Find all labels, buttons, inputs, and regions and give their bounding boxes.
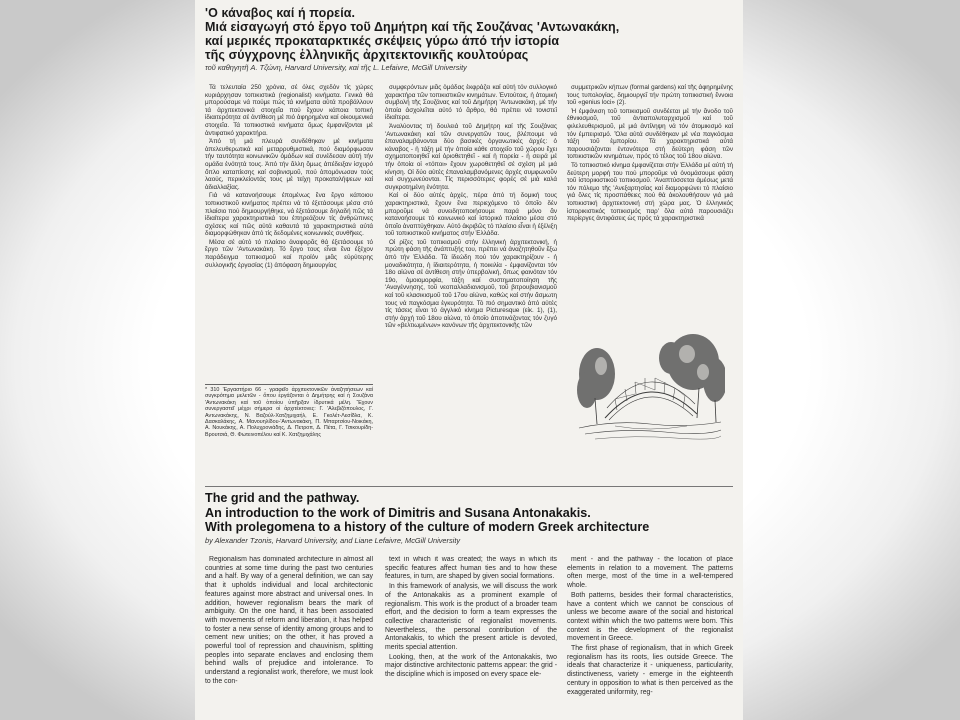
english-column-3 <box>567 556 733 720</box>
greek-col2-paragraph: συμφερόντων μιᾶς ὁμάδας ἐκφράζει καί αὐτή τόν συλλογικό χαρακτήρα τῶν τοπικιστικῶν κινημάτων. Ἐντούτοις, ἡ ἀτομική συμβολή τῆς Σουζάνας καί τοῦ Δημήτρη 'Αντωνακάκη, μέ τήν ὁποία ἀσχολεῖται αὐτό τό ἄρθρο, θά πρέπει νά τονιστεῖ ἰδιαίτερα. <box>385 84 557 122</box>
greek-title-line-1: 'Ο κάναβος καί ή πορεία. <box>205 6 356 20</box>
english-column-1 <box>205 556 373 720</box>
english-col1-paragraph: Regionalism has dominated architecture in almost all countries at some time during the past two centuries and a half. By way of a general definition, we can say that it upholds individual and local architectonic features against more abstract and universal ones. In addition, however regionalism bears the mark of ambiguity. On the one hand, it has been associated with movements of reform and liberation, it has helped to foster a new sense of identity among groups and to cement new unities; on the other, it has proved a powerful tool of repression and chauvinism, splitting peoples into separate enclaves and enclosing them behind walls of prejudice and intolerance. To understand a regionalist work, therefore, we must look to the con- <box>205 556 373 685</box>
greek-col1-paragraph: Γιά νά κατανοήσουμε ἐπομένως ἕνα ἔργο κάποιου τοπικιστικοῦ κινήματος πρέπει νά τό ἐξετάσουμε μέσα στό πλαίσιο πού δημιουργήθηκε, νά ἐξετάσουμε δηλαδή πῶς τά ἰδιαίτερα χαρακτηριστικά του ἐπηρεάζουν τίς ἀνθρώπινες σχέσεις καί πῶς αὐτά καθαυτά τά χαρακτηριστικά αὐτά διαμορφώθηκαν ἀπό τίς δεδομένες κοινωνικές συνθῆκες. <box>205 192 373 238</box>
greek-title-line-4: τῆς σύγχρονης ἑλληνικῆς ἀρχιτεκτονικῆς κουλτούρας <box>205 48 529 62</box>
greek-column-1 <box>205 84 373 380</box>
greek-byline: τοῦ καθηγητῆ A. Τζώνη, Harvard University, καί τῆς L. Lefaivre, McGill University <box>205 63 467 72</box>
greek-col3-paragraph: Ἡ ἐμφάνιση τοῦ τοπικισμοῦ συνδέεται μέ τήν ἄνοδο τοῦ ἐθνικισμοῦ, τοῦ ἀντιαπολυταρχισμοῦ καί τοῦ φιλελευθερισμοῦ, μέ μιά ἀντίληψη νά τόν ἀτομικισμό καί τόν ἐμπειρισμό. Ὅλα αὐτά συνδέθηκαν μέ νέα παγκόσμια τάξη τοῦ ἐμπορίου. Τά χαρακτηριστικά αὐτά παρουσιάζονται ἐντονότερα στή δεύτερη φάση τῶν τοπικιστικῶν κινημάτων, πρός τό τέλος τοῦ 18ου αἰώνα. <box>567 107 733 161</box>
english-col2-paragraph: Looking, then, at the work of the Antonakakis, two major distinctive architectonic patterns appear: the grid - the discipline which is imposed on every space ele- <box>385 653 557 679</box>
english-title-line-2: An introduction to the work of Dimitris and Susana Antonakakis. <box>205 505 591 520</box>
greek-article-header <box>205 6 725 72</box>
greek-title-line-2: Μιά εἰσαγωγή στό ἔργο τοῦ Δημήτρη καί τῆς Σουζάνας 'Αντωνακάκη, <box>205 20 620 34</box>
english-title-line-1: The grid and the pathway. <box>205 491 360 505</box>
garden-bridge-engraving <box>575 328 725 446</box>
english-col2-paragraph: text in which it was created; the ways in which its specific features affect human ties and to how these features, in turn, are shaped by given social formations. <box>385 556 557 581</box>
greek-footnote: * 310 'Εργαστήριο 66 - γραφεῖο ἀρχιτεκτονικῶν ἀναζητήσεων καί συγκρότημα μελετῶν - ὅπου ἐργάζονται ὁ Δημήτρης καί ἡ Σουζάνα 'Αντωνακάκη καί τοῦ ὁποίου ὑπῆρξαν ἱδρυτικά μέλη. Ἔχουν συνεργαστεῖ μέχρι σήμερα οἱ ἀρχιτέκτονες: Γ. 'Αλεβιζόπουλος, Γ. Αντωνακάκης, Ν. Βαζούλ-Χατζημιχαήλ, Ε. Γκολέτ-Λεσίδλα, Κ. Δασκαλάκης, Α. Μανουηλίδου-'Αντωνακάκη, Π. Μπαρτσίου-Νοικάκη, Α. Νουκάκης, Α. Πολυχρονιάδης, Δ. Πετροπ, Δ. Πέτα, Γ. Τσικουρίδη-Βρουτσιά, Θ. Φωτεινοπέλου καί Κ. Χατζημιχάλης <box>205 384 373 483</box>
english-title-line-3: With prolegomena to a history of the culture of modern Greek architecture <box>205 520 650 535</box>
english-col3-paragraph: ment - and the pathway - the location of place elements in relation to a movement. The patterns often merge, most of the time in a well-tempered whole. <box>567 556 733 590</box>
english-column-2 <box>385 556 557 720</box>
greek-col3-paragraph: Τό τοπικιστικό κίνημα ἐμφανίζεται στήν Ἑλλάδα μέ αὐτή τή δεύτερη μορφή του πού μποροῦμε νά ὀνομάσουμε φάση τοῦ ἱστορικιστικοῦ τοπικισμοῦ. 'Αναπτύσσεται ἀμέσως μετά τόν πόλεμο τῆς 'Ανεξαρτησίας καί διαμορφώνει τό πλαίσιο γιά ὅλες τίς προσπάθειες πού θά ἀκολουθήσουν γιά μιά τοπικιστική ἀρχιτεκτονική στή χώρα μας. Ὁ ἑλληνικός ἱστορικιστικός τοπικισμός παρ' ὅλα αὐτά παρουσιάζει περίεργες ἀντιφάσεις ὡς πρός τά χαρακτηριστικά <box>567 161 733 223</box>
english-col3-paragraph: Both patterns, besides their formal characteristics, have a content which we cannot be conscious of unless we become aware of the social and historical context within which the two patterns were born. This context is the development of the regionalist movement in Greece. <box>567 591 733 643</box>
greek-col3-paragraph: συμμετρικῶν κήπων (formal gardens) καί τῆς ἀφηρημένης τους τυπολογίας, δημιουργεῖ τήν πρώτη τοπικιστική ἔννοια τοῦ «genius loci» (2). <box>567 84 733 107</box>
greek-col2-paragraph: Ἀναλύοντας τή δουλειά τοῦ Δημήτρη καί τῆς Σουζάνας 'Αντωνακάκη καί τῶν συνεργατῶν τους, βλέπουμε νά ἐπαναλαμβάνονται δύο βασικές ὀργανωτικές ἀρχές: ὁ κάναβος - ἡ τάξη μέ τήν ὁποία κάθε στοιχεῖο τοῦ χώρου ἔχει σχηματοποιηθεῖ καί ὀριοθετηθεῖ - καί ἡ πορεία - ἡ σειρά μέ τήν ὁποία οἱ «τόποι» ἔχουν χωροθετηθεῖ σέ σχέση μέ μιά κίνηση. Οἱ δύο αὐτές ἐπαναλαμβανόμενες ἀρχές συμφωνοῦν καί συγχωνεύονται. Τίς περισσότερες φορές σέ μιά καλά συγκροτημένη ἑνότητα. <box>385 122 557 191</box>
scanned-article-page <box>195 0 743 720</box>
greek-title-line-3: καί μερικές προκαταρκτικές σκέψεις γύρω άπό τήν ἱστορία <box>205 34 560 48</box>
english-col2-paragraph: In this framework of analysis, we will discuss the work of the Antonakakis as a prominent example of regionalism. This work is the product of a broader team effort, and the decision to form a team expresses the collective characteristic of regionalist movements. Nevertheless, the personal contribution of the Antonakakis, to which the present article is devoted, merits special attention. <box>385 583 557 652</box>
greek-column-2 <box>385 84 557 484</box>
english-article-header <box>205 491 733 545</box>
greek-col1-paragraph: Μέσα σέ αὐτό τό πλαίσιο ἀναφορᾶς θά ἐξετάσουμε τό ἔργο τῶν 'Αντωνακάκη. Τό ἔργο τους εἶναι ἕνα ἐξέχον παράδειγμα τοπικισμοῦ καί προϊόν μιᾶς εὐρύτερης συλλογικῆς ἐργασίας (1) ἀπόφαση δημιουργίας <box>205 238 373 269</box>
greek-col2-paragraph: Καί οἱ δύο αὐτές ἀρχές, πέρα ἀπό τή δομική τους χαρακτηριστικά, ἔχουν ἕνα περιεχόμενο τό ὁποῖο δέν μποροῦμε νά συνειδητοποιήσουμε παρά μόνο ἄν κατανοήσουμε τό κοινωνικό καί ἱστορικό πλαίσιο μέσα στό ὁποῖο ἀναπτύχθηκαν. Αὐτό ἀκριβῶς τό πλαίσιο εἶναι ἡ ἐξέλιξη τοῦ τοπικιστικοῦ κινήματος στήν Ἑλλάδα. <box>385 192 557 238</box>
greek-col1-paragraph: Τά τελευταία 250 χρόνια, σέ όλες σχεδόν τίς χώρες κυριάρχησαν τοπικιστικά (regionalist) κινήματα. Γενικά θά μπορούσαμε νά πούμε πώς τά κινήματα αὐτά προβάλλουν τά ἀρχιτεκτονικά στοιχεῖα πού ἔχουν κάποια τοπική ἰδιαιτερότητα σέ ἀντίθεση μέ πιό ἀφηρημένα καί οἰκουμενικά στοιχεῖα. Τά τοπικιστικά κινήματα ὅμως ἐμφανίζονται μέ ἀντιφατικό χαρακτήρα. <box>205 84 373 137</box>
english-col3-paragraph: The first phase of regionalism, that in which Greek regionalism has its roots, lies outside Greece. The ideals that characterize it - uniqueness, particularity, distinctiveness, variety - emerge in the eighteenth century in opposition to what is then perceived as the exaggerated uniformity, reg- <box>567 645 733 696</box>
greek-col2-paragraph: Οἱ ρίζες τοῦ τοπικισμοῦ στήν ἑλληνική ἀρχιτεκτονική, ἡ πρώτη φάση τῆς ἀνάπτυξής του, πρέπει νά ἀναζητηθοῦν ἔξω ἀπό τήν Ἑλλάδα. Τά ἰδεώδη πού τόν χαρακτηρίζουν - ἡ μοναδικότητα, ἡ ἰδιαιτερότητα, ἡ ποικιλία - ἐμφανίζονται τόν 18ο αἰώνα σέ ἀντίθεση στήν ὑπερβολική, ὅπως φαινόταν τόν 19ο, ὁμοιομορφία, τάξη καί συστηματοποίηση τῆς 'Αναγέννησης, τοῦ νεοπαλλαδιανισμοῦ, τοῦ βιτρουβιανισμοῦ καί τοῦ κλασικισμοῦ τοῦ 17ου αἰώνα, καθώς καί στήν ἄσμωτη τους νά παγκόσμια ἐγκυρότητα. Τό πιό σημαντικό ἀπό αὐτές τίς τάσεις εἶναι τό ἀγγλικό κίνημα Picturesque (εἰκ. 1), (1), στήν ἀρχή τοῦ 18ου αἰώνα, τό ὁποῖο ἀποτινάζοντας τόν ζυγό τῶν «βελτιωμένων» κανόνων τῆς ἀρχιτεκτονικῆς τῶν <box>385 238 557 330</box>
section-divider <box>205 486 733 487</box>
english-byline: by Alexander Tzonis, Harvard University, and Liane Lefaivre, McGill University <box>205 535 461 545</box>
greek-col1-paragraph: Ἀπό τή μιά πλευρά συνδέθηκαν μέ κινήματα ἀπελευθερωτικά καί μεταρρυθμιστικά, πού διαμόρφωσαν τήν ταυτότητα κοινωνικῶν ὁμάδων καί συνέδεσαν αὐτή τήν ομάδα ἐνότητά τους. Ἀπό τήν ἄλλη ὅμως ἀπέδειξαν ἰσχυρό ὅπλο καταπίεσης καί σοβινισμοῦ, πού ἀπομόνωσαν τούς λαούς, περικλείοντάς τους μέ τείχη προκαταλήψεων καί ἀδιαλλαξίας. <box>205 138 373 191</box>
greek-column-3 <box>567 84 733 322</box>
